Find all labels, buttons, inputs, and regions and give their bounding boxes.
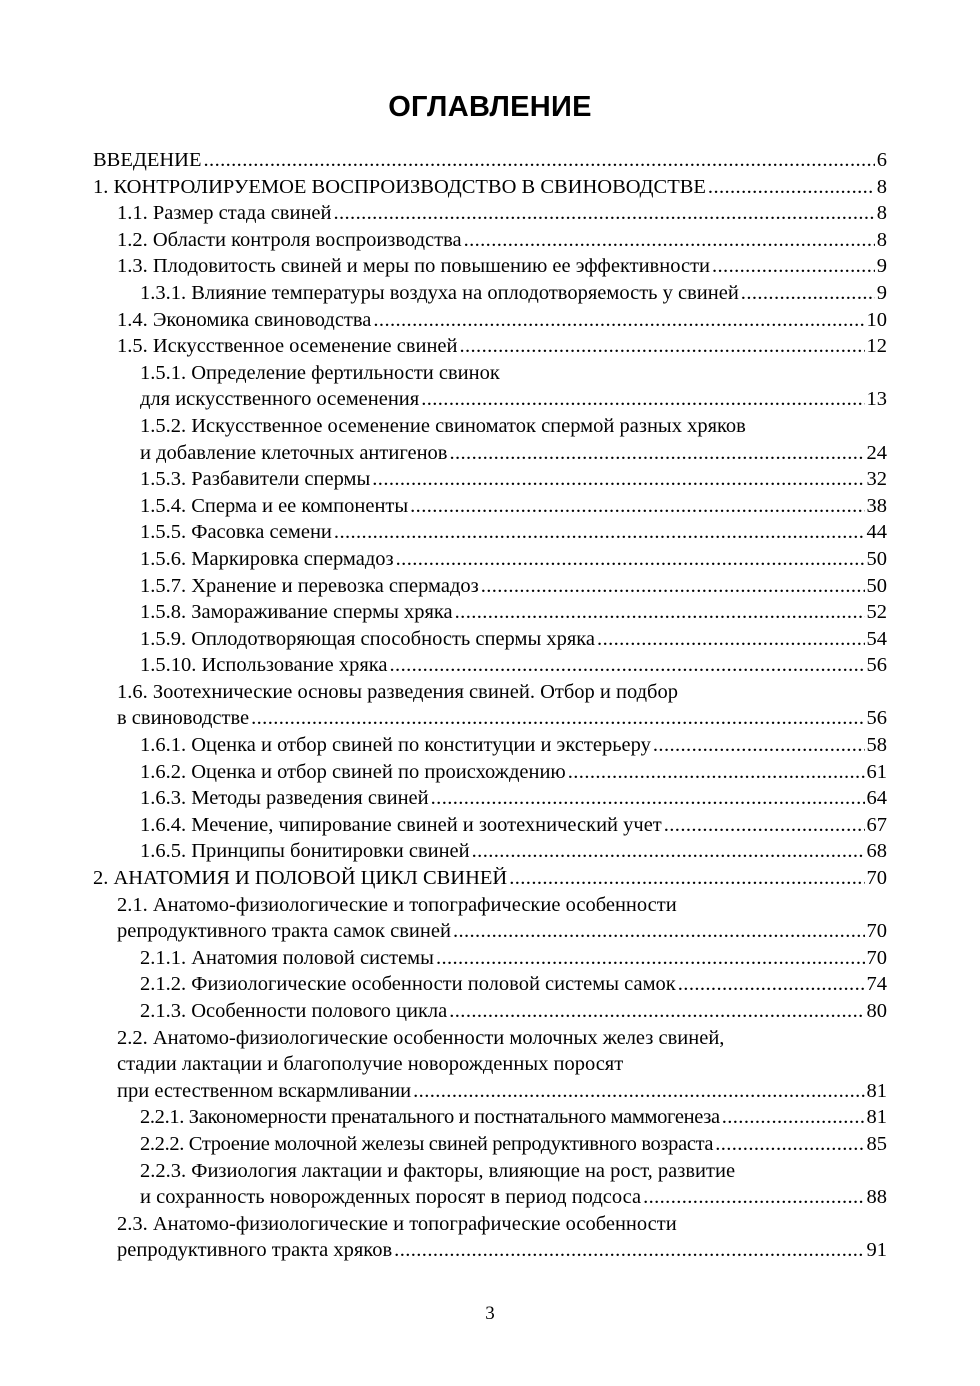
toc-entry-title: 1.3. Плодовитость свиней и меры по повышению ее эффективности: [117, 255, 710, 278]
toc-entry[interactable]: [93, 812, 887, 839]
dot-leader: [481, 573, 865, 600]
toc-entry-row: [117, 705, 887, 732]
dot-leader: [410, 493, 864, 520]
toc-entry-page-number: 85: [866, 1132, 887, 1155]
toc-entry[interactable]: [93, 200, 887, 227]
toc-entry-title: 1.5.8. Замораживание спермы хряка: [140, 601, 453, 624]
dot-leader: [394, 1237, 864, 1264]
toc-entry-page-number: 88: [866, 1186, 887, 1209]
toc-entry-row: [93, 865, 887, 892]
toc-entry-title: 1.6.1. Оценка и отбор свиней по конституции и экстерьеру: [140, 734, 651, 757]
toc-entry-row: [117, 200, 887, 227]
toc-entry-title: при естественном вскармливании: [117, 1079, 412, 1102]
toc-entry[interactable]: [93, 546, 887, 573]
toc-entry[interactable]: [93, 493, 887, 520]
toc-entry[interactable]: [93, 626, 887, 653]
toc-entry-title: репродуктивного тракта хряков: [117, 1239, 393, 1262]
toc-entry-page-number: 58: [866, 734, 887, 757]
toc-entry-title: 2.2.2. Строение молочной железы свиней репродуктивного возраста: [140, 1132, 714, 1155]
dot-leader: [334, 519, 865, 546]
toc-entry-title: 1.4. Экономика свиноводства: [117, 308, 372, 331]
toc-entry-title: 2.1.3. Особенности полового цикла: [140, 1000, 448, 1022]
dot-leader: [568, 759, 865, 786]
toc-entry[interactable]: [93, 892, 887, 945]
toc-entry[interactable]: [93, 1211, 887, 1264]
toc-entry-page-number: 13: [866, 388, 887, 411]
toc-entry-page-number: 70: [866, 867, 887, 890]
toc-entry-title: 1.6.3. Методы разведения свиней: [140, 787, 429, 810]
toc-entry-page-number: 50: [866, 547, 887, 570]
toc-entry-page-number: 67: [866, 813, 887, 836]
toc-entry-row: [117, 253, 887, 280]
toc-entry-page-number: 50: [866, 574, 887, 597]
toc-entry-page-number: 8: [876, 228, 887, 251]
toc-entry-title: ВВЕДЕНИЕ: [93, 149, 202, 171]
dot-leader: [464, 227, 875, 254]
toc-entry-row: [140, 546, 887, 573]
toc-entry-row: [117, 333, 887, 360]
toc-entry-page-number: 80: [866, 1000, 887, 1022]
toc-entry-page-number: 70: [866, 946, 887, 969]
toc-entry[interactable]: [93, 971, 887, 998]
dot-leader: [373, 307, 864, 334]
dot-leader: [372, 466, 864, 493]
dot-leader: [413, 1078, 864, 1105]
toc-entry[interactable]: [93, 253, 887, 280]
toc-entry-row: [140, 280, 887, 307]
dot-leader: [453, 918, 865, 945]
toc-entry-heading-line: 2.1. Анатомо-физиологические и топографические особенности: [117, 893, 677, 916]
toc-entry-title: 1.5.6. Маркировка спермадоз: [140, 547, 394, 570]
dot-leader: [722, 1104, 865, 1131]
toc-entry[interactable]: [93, 573, 887, 600]
toc-entry-row: [140, 1184, 887, 1211]
toc-entry-row: [140, 440, 887, 467]
toc-entry-title: 1.5.10. Использование хряка: [140, 654, 388, 677]
dot-leader: [449, 440, 864, 467]
toc-entry-title: 2.1.2. Физиологические особенности половой системы самок: [140, 973, 676, 996]
toc-entry-heading-line: 2.3. Анатомо-физиологические и топографические особенности: [117, 1212, 677, 1235]
toc-entry-row: [140, 732, 887, 759]
toc-entry-row: [140, 1131, 887, 1158]
toc-entry-heading-line: стадии лактации и благополучие новорожденных поросят: [117, 1053, 624, 1076]
toc-entry-page-number: 56: [866, 707, 887, 730]
page-number: 3: [485, 1303, 495, 1324]
toc-entry-row: [140, 945, 887, 972]
toc-entry-page-number: 54: [866, 627, 887, 650]
toc-entry-title: и сохранность новорожденных поросят в период подсоса: [140, 1186, 642, 1209]
toc-entry-title: 1.5.4. Сперма и ее компоненты: [140, 494, 409, 517]
toc-entry-page-number: 64: [866, 787, 887, 810]
toc-entry-title: 1.1. Размер стада свиней: [117, 202, 332, 225]
toc-entry[interactable]: [93, 599, 887, 626]
toc-entry-heading-line: 2.2. Анатомо-физиологические особенности молочных желез свиней,: [117, 1026, 725, 1049]
toc-entry-page-number: 81: [866, 1079, 887, 1102]
dot-leader: [653, 732, 865, 759]
toc-entry-row: [140, 466, 887, 493]
toc-entry[interactable]: [93, 413, 887, 466]
toc-entry-row: [117, 307, 887, 334]
toc-entry-title: 1.6.5. Принципы бонитировки свиней: [140, 840, 470, 863]
toc-entry-row: [140, 573, 887, 600]
table-of-contents: [93, 147, 887, 1264]
toc-entry[interactable]: [93, 945, 887, 972]
dot-leader: [597, 626, 864, 653]
toc-entry-page-number: 68: [866, 840, 887, 863]
toc-entry-row: [93, 174, 887, 201]
toc-entry-row: [140, 785, 887, 812]
toc-entry-row: [140, 971, 887, 998]
toc-entry-page-number: 91: [866, 1239, 887, 1262]
toc-entry-row: [140, 652, 887, 679]
toc-entry-row: [140, 386, 887, 413]
dot-leader: [396, 546, 865, 573]
toc-entry[interactable]: [93, 147, 887, 174]
dot-leader: [251, 705, 864, 732]
toc-entry-page-number: 74: [866, 973, 887, 996]
toc-entry-row: [140, 1104, 887, 1131]
dot-leader: [712, 253, 875, 280]
toc-entry-row: [140, 519, 887, 546]
dot-leader: [643, 1184, 864, 1211]
dot-leader: [664, 812, 865, 839]
toc-entry[interactable]: [93, 1104, 887, 1131]
toc-entry[interactable]: [93, 307, 887, 334]
toc-entry-row: [140, 759, 887, 786]
toc-entry-row: [117, 1237, 887, 1264]
toc-entry[interactable]: [93, 732, 887, 759]
toc-entry[interactable]: [93, 333, 887, 360]
toc-entry[interactable]: [93, 1025, 887, 1105]
toc-entry-page-number: 32: [866, 468, 887, 491]
toc-entry[interactable]: [93, 280, 887, 307]
toc-entry[interactable]: [93, 679, 887, 732]
dot-leader: [421, 386, 864, 413]
toc-entry-page-number: 38: [866, 494, 887, 517]
toc-entry-heading-line: 1.6. Зоотехнические основы разведения свиней. Отбор и подбор: [117, 680, 678, 703]
toc-entry[interactable]: [93, 759, 887, 786]
dot-leader: [436, 945, 865, 972]
toc-entry-page-number: 10: [866, 308, 887, 331]
dot-leader: [472, 838, 865, 865]
toc-entry-page-number: 12: [866, 335, 887, 358]
toc-entry-page-number: 61: [866, 760, 887, 783]
toc-entry-title: 1.5. Искусственное осеменение свиней: [117, 335, 458, 358]
toc-entry-title: репродуктивного тракта самок свиней: [117, 920, 451, 943]
toc-entry-heading-line: 1.5.1. Определение фертильности свинок: [140, 361, 500, 384]
toc-entry-title: 2.1.1. Анатомия половой системы: [140, 946, 434, 969]
dot-leader: [390, 652, 865, 679]
toc-entry[interactable]: [93, 227, 887, 254]
dot-leader: [509, 865, 864, 892]
toc-entry-title: 1.5.7. Хранение и перевозка спермадоз: [140, 574, 479, 597]
toc-entry-page-number: 52: [866, 601, 887, 624]
toc-entry-row: [140, 998, 887, 1025]
page-title: ОГЛАВЛЕНИЕ: [388, 91, 592, 123]
toc-entry[interactable]: [93, 785, 887, 812]
toc-entry-row: [117, 918, 887, 945]
toc-entry-title: для искусственного осеменения: [140, 388, 420, 411]
toc-entry-page-number: 6: [876, 149, 887, 171]
toc-entry[interactable]: [93, 1131, 887, 1158]
toc-entry-page-number: 24: [866, 441, 887, 464]
toc-entry-row: [117, 1078, 887, 1105]
toc-entry[interactable]: [93, 466, 887, 493]
toc-entry-title: 1.6.4. Мечение, чипирование свиней и зоотехнический учет: [140, 813, 662, 836]
toc-entry-row: [140, 812, 887, 839]
toc-entry-row: [140, 838, 887, 865]
dot-leader: [431, 785, 865, 812]
toc-entry-title: в свиноводстве: [117, 707, 250, 730]
dot-leader: [459, 333, 864, 360]
dot-leader: [449, 998, 864, 1025]
toc-entry[interactable]: [93, 998, 887, 1025]
toc-entry[interactable]: [93, 1158, 887, 1211]
toc-entry-row: [140, 599, 887, 626]
toc-entry-page-number: 44: [866, 521, 887, 544]
toc-entry-page-number: 8: [876, 175, 887, 198]
toc-entry-row: [140, 626, 887, 653]
toc-entry-heading-line: 2.2.3. Физиология лактации и факторы, влияющие на рост, развитие: [140, 1159, 736, 1182]
dot-leader: [708, 174, 875, 201]
dot-leader: [204, 147, 875, 174]
toc-entry-page-number: 9: [876, 281, 887, 304]
toc-entry-title: 2. АНАТОМИЯ И ПОЛОВОЙ ЦИКЛ СВИНЕЙ: [93, 867, 508, 890]
toc-entry-title: 1.5.9. Оплодотворяющая способность спермы хряка: [140, 627, 596, 650]
toc-entry-page-number: 9: [876, 255, 887, 278]
toc-entry-title: 2.2.1. Закономерности пренатального и постнатального маммогенеза: [140, 1106, 720, 1129]
toc-entry-page-number: 56: [866, 654, 887, 677]
toc-entry[interactable]: [93, 519, 887, 546]
toc-entry-page-number: 70: [866, 920, 887, 943]
toc-entry-page-number: 8: [876, 202, 887, 225]
toc-entry-title: 1.5.3. Разбавители спермы: [140, 468, 371, 491]
toc-entry-title: 1.3.1. Влияние температуры воздуха на оплодотворяемость у свиней: [140, 281, 739, 304]
dot-leader: [455, 599, 865, 626]
toc-entry-heading-line: 1.5.2. Искусственное осеменение свиноматок спермой разных хряков: [140, 414, 746, 437]
toc-entry-title: 1.6.2. Оценка и отбор свиней по происхождению: [140, 760, 566, 783]
dot-leader: [333, 200, 874, 227]
toc-entry-title: и добавление клеточных антигенов: [140, 441, 448, 464]
toc-entry-title: 1.2. Области контроля воспроизводства: [117, 228, 462, 251]
toc-entry[interactable]: [93, 174, 887, 201]
toc-entry-row: [140, 493, 887, 520]
toc-entry[interactable]: [93, 838, 887, 865]
dot-leader: [678, 971, 865, 998]
dot-leader: [741, 280, 875, 307]
toc-entry-page-number: 81: [866, 1106, 887, 1129]
toc-entry-row: [117, 227, 887, 254]
toc-entry[interactable]: [93, 652, 887, 679]
toc-entry-title: 1. КОНТРОЛИРУЕМОЕ ВОСПРОИЗВОДСТВО В СВИНОВОДСТВЕ: [93, 175, 706, 198]
toc-entry[interactable]: [93, 865, 887, 892]
toc-entry[interactable]: [93, 360, 887, 413]
toc-entry-row: [93, 147, 887, 174]
dot-leader: [715, 1131, 864, 1158]
toc-entry-title: 1.5.5. Фасовка семени: [140, 521, 332, 544]
